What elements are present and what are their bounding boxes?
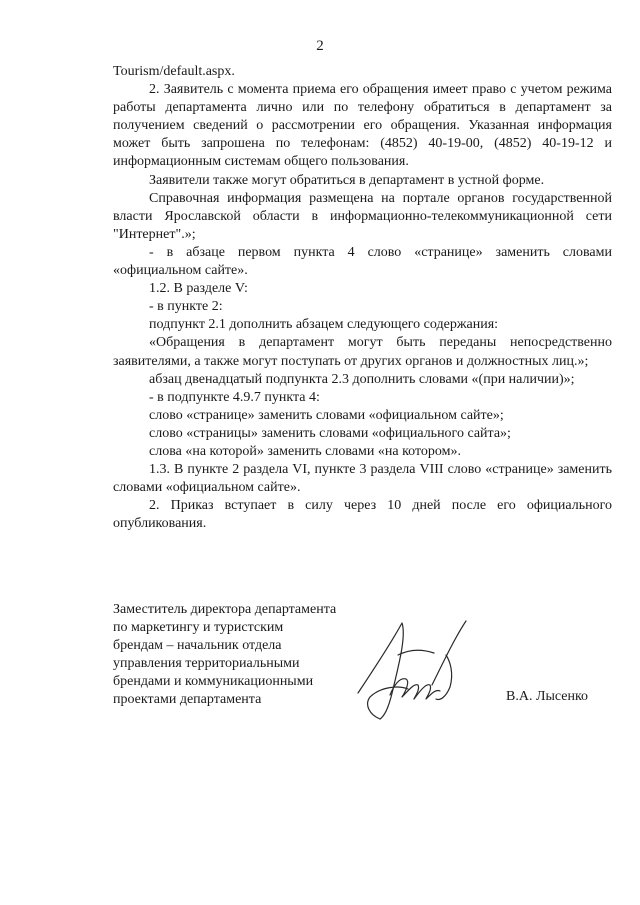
position-line: по маркетингу и туристским <box>113 620 284 635</box>
paragraph: Заявители также могут обратиться в департамент в устной форме. <box>149 172 545 188</box>
paragraph: слово «страницы» заменить словами «официального сайта»; <box>149 425 511 441</box>
paragraph: подпункт 2.1 дополнить абзацем следующего содержания: <box>149 317 499 333</box>
paragraph: слово «странице» заменить словами «официальном сайте»; <box>149 407 504 423</box>
paragraph: - в пункте 2: <box>149 299 223 315</box>
paragraph: Tourism/default.aspx. <box>113 64 235 79</box>
position-line: брендами и коммуникационными <box>113 674 314 689</box>
paragraph: 1.2. В разделе V: <box>149 281 248 297</box>
paragraph: - в абзаце первом пункта 4 слово «странице» заменить словами «официальном сайте». <box>113 244 612 279</box>
signer-name: В.А. Лысенко <box>506 689 589 704</box>
paragraph: 2. Заявитель с момента приема его обращения имеет право с учетом режима работы департамента лично или по телефону обратиться в департамент за получением сведений о рассмотрении его обращения. Указанная информация может быть запрошена по телефонам: (4852) 40-19-00, (4852) 40-19-12 и информационным системам общего пользования. <box>113 82 612 170</box>
page-number: 2 <box>316 38 324 54</box>
paragraph: 1.3. В пункте 2 раздела VI, пункте 3 раздела VIII слово «странице» заменить словами «официальном сайте». <box>113 462 612 496</box>
paragraph: Справочная информация размещена на портале органов государственной власти Ярославской области в информационно-телекоммуникационной сети "Интернет".»; <box>113 190 612 242</box>
paragraph: слова «на которой» заменить словами «на котором». <box>149 443 462 459</box>
paragraph: абзац двенадцатый подпункта 2.3 дополнить словами «(при наличии)»; <box>149 371 575 387</box>
position-line: брендам – начальник отдела <box>113 638 282 653</box>
paragraph: - в подпункте 4.9.7 пункта 4: <box>149 389 320 405</box>
signatory-position <box>113 601 373 709</box>
document-body <box>113 63 612 533</box>
position-line: управления территориальными <box>113 656 300 671</box>
paragraph: 2. Приказ вступает в силу через 10 дней после его официального опубликования. <box>113 498 612 532</box>
position-line: проектами департамента <box>113 692 262 707</box>
paragraph: «Обращения в департамент могут быть переданы непосредственно заявителями, а также могут поступать от других органов и должностных лиц.»; <box>113 335 612 369</box>
position-line: Заместитель директора департамента <box>113 602 337 617</box>
handwritten-signature <box>350 615 480 725</box>
